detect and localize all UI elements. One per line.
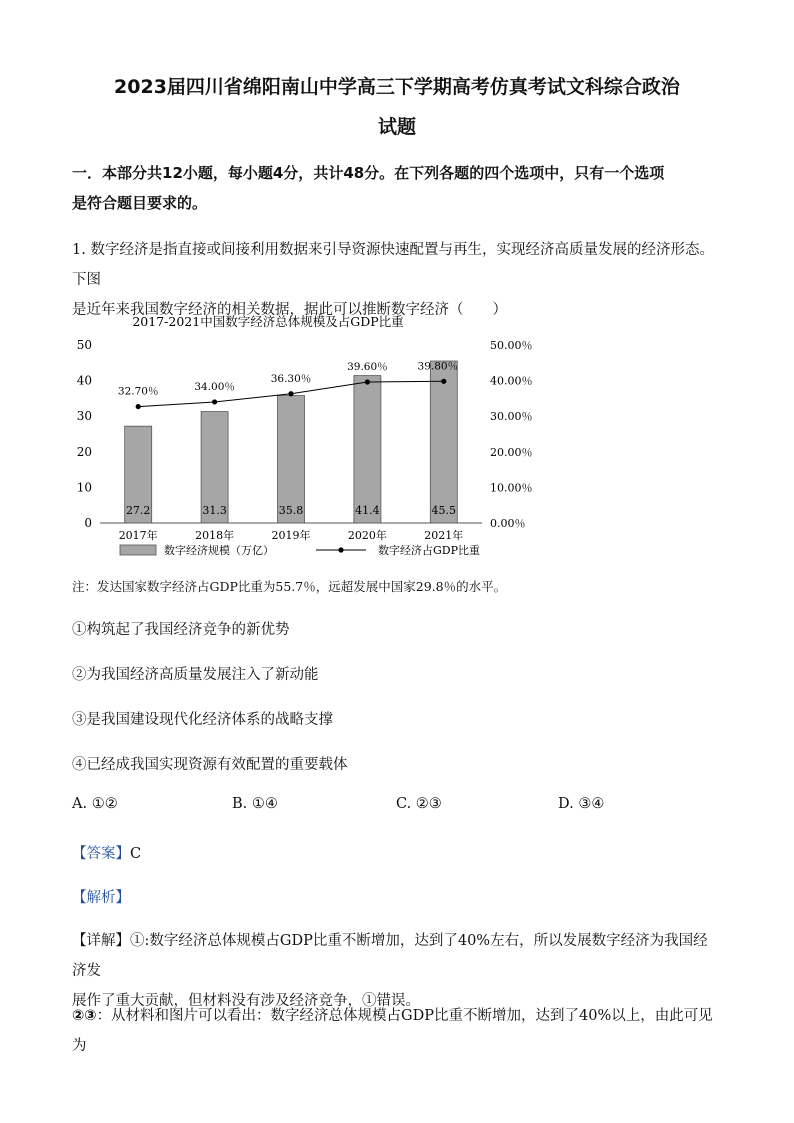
y-right-tick-label: 50.00％ [490, 339, 533, 352]
statement-4: ④已经成我国实现资源有效配置的重要载体 [72, 757, 348, 773]
line-value-label: 34.00％ [194, 380, 235, 393]
document-title-cont: 试题 [377, 116, 416, 138]
y-right-tick-label: 0.00％ [490, 517, 526, 530]
line-point [212, 399, 217, 404]
detail-line-2: 展作了重大贡献，但材料没有涉及经济竞争，①错误。 [72, 993, 420, 1009]
detail-line-3 [72, 1001, 722, 1061]
bar-value-label: 31.3 [202, 504, 227, 517]
chart-title: 2017-2021中国数字经济总体规模及占GDP比重 [132, 314, 404, 329]
detail-text-3: ：从材料和图片可以看出：数字经济总体规模占GDP比重不断增加，达到了40%以上，由此可见为 [72, 1008, 713, 1054]
question-1-line-2: 是近年来我国数字经济的相关数据，据此可以推断数字经济（ ） [72, 302, 507, 318]
y-left-tick-label: 20 [76, 444, 92, 459]
y-left-tick-label: 40 [76, 373, 92, 388]
line-value-label: 39.60％ [347, 361, 388, 374]
legend-swatch-point [338, 547, 343, 552]
bar-value-label: 45.5 [431, 504, 457, 517]
y-right-tick-label: 10.00％ [490, 481, 533, 495]
detail-prefix: ②③ [72, 1008, 97, 1024]
y-left-tick-label: 0 [84, 516, 92, 530]
legend-label-line: 数字经济占GDP比重 [378, 544, 481, 557]
bar-value-label: 41.4 [355, 504, 380, 517]
section-header-line-1: 一．本部分共12小题，每小题4分，共计48分。在下列各题的四个选项中，只有一个选项 [72, 164, 665, 182]
x-tick-label: 2020年 [347, 529, 387, 542]
y-left-tick-label: 50 [76, 338, 92, 352]
combo-chart [60, 308, 560, 570]
legend-label-bar: 数字经济规模（万亿） [164, 544, 274, 557]
legend-swatch-bar [120, 545, 156, 555]
bar-value-label: 35.8 [278, 504, 304, 517]
line-point [441, 379, 446, 384]
analysis-line [72, 886, 130, 907]
statement-1: ①构筑起了我国经济竞争的新优势 [72, 622, 290, 638]
detail-paragraph-2 [72, 1001, 722, 1061]
option-c: C. ②③ [396, 796, 442, 812]
line-value-label: 32.70％ [117, 385, 159, 398]
detail-text-1: ①:数字经济总体规模占GDP比重不断增加，达到了40%左右，所以发展数字经济为我国经济发 [72, 933, 708, 979]
detail-tag: 【详解】 [72, 933, 130, 949]
option-d: D. ③④ [558, 796, 605, 812]
line-point [365, 379, 370, 384]
answer-line [72, 842, 141, 863]
section-header [72, 158, 722, 218]
document-title: 2023届四川省绵阳南山中学高三下学期高考仿真考试文科综合政治 [114, 76, 680, 98]
bar [430, 361, 457, 523]
line-value-label: 36.30％ [270, 372, 312, 385]
line-point [288, 391, 293, 396]
y-left-tick-label: 30 [76, 409, 92, 424]
option-a: A. ①② [72, 796, 118, 812]
y-left-tick-label: 10 [76, 480, 92, 495]
x-tick-label: 2021年 [424, 529, 464, 542]
y-right-tick-label: 20.00％ [490, 445, 533, 459]
line-point [136, 404, 141, 409]
statement-2: ②为我国经济高质量发展注入了新动能 [72, 667, 319, 683]
line-value-label: 39.80％ [417, 360, 459, 373]
x-tick-label: 2019年 [271, 529, 311, 542]
chart-container [60, 308, 560, 570]
chart-note: 注：发达国家数字经济占GDP比重为55.7％，远超发展中国家29.8％的水平。 [72, 579, 507, 594]
bar-value-label: 27.2 [125, 504, 151, 517]
analysis-tag: 【解析】 [72, 890, 130, 906]
x-tick-label: 2017年 [118, 529, 158, 542]
x-tick-label: 2018年 [195, 529, 235, 542]
detail-line-1 [72, 926, 722, 986]
question-1-line-1: 1. 数字经济是指直接或间接利用数据来引导资源快速配置与再生，实现经济高质量发展的经济形态。下图 [72, 242, 714, 288]
option-b: B. ①④ [232, 796, 278, 812]
answer-tag: 【答案】 [72, 846, 130, 862]
section-header-line-2: 是符合题目要求的。 [72, 194, 208, 212]
y-right-tick-label: 40.00％ [490, 374, 533, 388]
bar [354, 376, 381, 523]
answer-value: C [130, 846, 142, 862]
y-right-tick-label: 30.00％ [490, 410, 533, 424]
statement-3: ③是我国建设现代化经济体系的战略支撑 [72, 712, 333, 728]
